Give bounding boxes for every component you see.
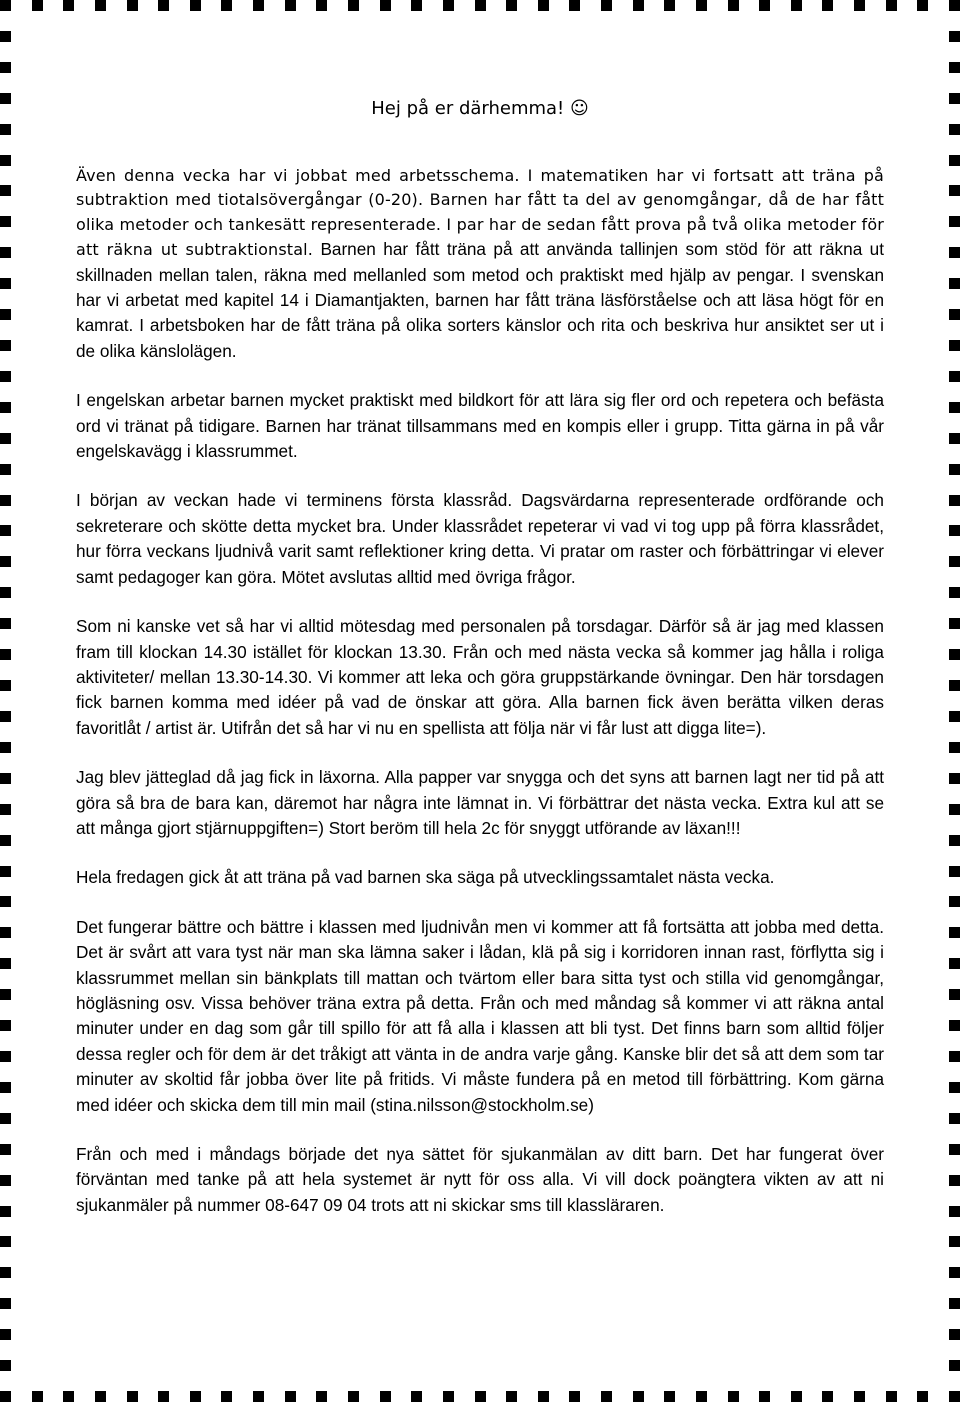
border-square	[380, 1391, 391, 1402]
border-square	[285, 1391, 296, 1402]
border-square	[0, 649, 11, 660]
paragraph-text: Det fungerar bättre och bättre i klassen med ljudnivån men vi kommer att få fortsätta att jobba med detta. Det är svårt att vara tyst när man ska lämna saker i lådan, klä på sig i korridoren innan rast, förflytta sig i klassrummet mellan sin bänkplats till mattan och tvärtom eller bara sitta tyst och stilla vid genomgångar, högläsning osv. Vissa behöver träna extra på detta. Från och med måndag så kommer vi att räkna antal minuter under en dag som går till spillo för att få alla i klassen att bli tyst. Det finns barn som alltid följer dessa regler och för dem är det tråkigt att vänta in de andra varje gång. Kanske blir det så att dem som tar minuter av skoltid får jobba över lite på fritids. Vi måste fundera på en metod till förbättring. Kom gärna med idéer och skicka dem till min mail (stina.nilsson@stockholm.se)	[76, 916, 884, 1115]
border-square	[0, 896, 11, 907]
border-square	[0, 1329, 11, 1340]
border-square	[949, 93, 960, 104]
border-square	[506, 1391, 517, 1402]
border-square	[0, 1391, 11, 1402]
border-square	[917, 1391, 928, 1402]
border-square	[949, 216, 960, 227]
border-square	[917, 0, 928, 11]
border-square	[0, 618, 11, 629]
border-square	[0, 835, 11, 846]
paragraph-class-council	[76, 488, 884, 590]
border-square	[63, 1391, 74, 1402]
paragraph-english	[76, 388, 884, 464]
border-square	[601, 1391, 612, 1402]
border-square	[822, 0, 833, 11]
border-square	[791, 0, 802, 11]
border-square	[253, 1391, 264, 1402]
border-square	[633, 1391, 644, 1402]
border-square	[0, 711, 11, 722]
border-square	[0, 866, 11, 877]
border-square	[949, 1020, 960, 1031]
paragraph-math-swedish	[76, 164, 884, 364]
border-square	[0, 402, 11, 413]
border-square	[949, 525, 960, 536]
border-square	[949, 371, 960, 382]
border-square	[0, 0, 11, 11]
border-square	[190, 1391, 201, 1402]
border-square	[0, 680, 11, 691]
border-square	[949, 958, 960, 969]
border-square	[0, 1175, 11, 1186]
border-square	[348, 1391, 359, 1402]
border-square	[949, 247, 960, 258]
border-square	[0, 371, 11, 382]
border-square	[158, 0, 169, 11]
paragraph-text: Från och med i måndags började det nya sättet för sjukanmälan av ditt barn. Det har fungerat över förväntan med tanke på att hela systemet är nytt för oss alla. Vi vill dock poängtera vikten av att ni sjukanmäler på nummer 08-647 09 04 trots att ni skickar sms till klassläraren.	[76, 1144, 884, 1215]
border-square	[0, 587, 11, 598]
border-square	[759, 0, 770, 11]
border-square	[411, 1391, 422, 1402]
border-square	[949, 1236, 960, 1247]
border-square	[443, 1391, 454, 1402]
border-square	[949, 464, 960, 475]
border-square	[949, 1267, 960, 1278]
paragraph-noise	[76, 915, 884, 1118]
greeting-heading: Hej på er därhemma! ☺	[371, 98, 589, 119]
border-square	[949, 556, 960, 567]
border-square	[221, 0, 232, 11]
border-square	[0, 433, 11, 444]
border-square	[949, 62, 960, 73]
paragraph-text: Hela fredagen gick åt att träna på vad barnen ska säga på utvecklingssamtalet nästa vecka.	[76, 867, 775, 888]
border-square	[0, 464, 11, 475]
border-square	[0, 773, 11, 784]
border-square	[569, 1391, 580, 1402]
border-square	[380, 0, 391, 11]
border-square	[949, 896, 960, 907]
paragraph-text: Jag blev jätteglad då jag fick in läxorna. Alla papper var snygga och det syns att barnen lagt ner tid på att göra så bra de bara kan, däremot har några inte lämnat in. Vi förbättrar det nästa vecka. Extra kul att se att många gjort stjärnuppgiften=) Stort beröm till hela 2c för snyggt utförande av läxan!!!	[76, 767, 884, 838]
border-square	[949, 742, 960, 753]
border-square	[949, 1175, 960, 1186]
border-square	[854, 0, 865, 11]
border-square	[601, 0, 612, 11]
border-square	[949, 618, 960, 629]
border-square	[949, 587, 960, 598]
border-square	[158, 1391, 169, 1402]
letter-body	[76, 97, 884, 1242]
border-square	[0, 1267, 11, 1278]
border-square	[32, 1391, 43, 1402]
border-square	[949, 1113, 960, 1124]
border-square	[854, 1391, 865, 1402]
border-square	[949, 309, 960, 320]
border-square	[633, 0, 644, 11]
paragraph-list	[76, 164, 884, 1218]
border-square	[0, 1082, 11, 1093]
border-square	[0, 1236, 11, 1247]
border-square	[949, 1144, 960, 1155]
border-square	[949, 989, 960, 1000]
border-square	[0, 1360, 11, 1371]
border-square	[949, 31, 960, 42]
border-square	[886, 0, 897, 11]
border-square	[949, 1051, 960, 1062]
border-square	[0, 495, 11, 506]
paragraph-text: Som ni kanske vet så har vi alltid mötesdag med personalen på torsdagar. Därför så är jag med klassen fram till klockan 14.30 istället för klockan 13.30. Från och med nästa vecka så kommer jag hålla i roliga aktiviteter/ mellan 13.30-14.30. Vi kommer att leka och göra gruppstärkande övningar. Den här torsdagen fick barnen komma med idéer på vad de önskar att göra. Alla barnen fick även berätta vilken deras favoritlåt / artist är. Utifrån det så har vi nu en spellista att följa när vi får lust att digga lite=).	[76, 616, 884, 738]
border-square	[728, 0, 739, 11]
border-square	[949, 1391, 960, 1402]
border-square	[822, 1391, 833, 1402]
border-square	[949, 278, 960, 289]
paragraph-sick-leave	[76, 1142, 884, 1218]
border-square	[221, 1391, 232, 1402]
border-square	[696, 0, 707, 11]
paragraph-friday	[76, 865, 884, 890]
paragraph-text: I början av veckan hade vi terminens första klassråd. Dagsvärdarna representerade ordförande och sekreterare och skötte detta mycket bra. Under klassrådet repeterar vi vad vi tog upp på förra klassrådet, hur förra veckans ljudnivå varit samt reflektioner kring detta. Vi pratar om raster och förbättringar vi elever samt pedagoger kan göra. Mötet avslutas alltid med övriga frågor.	[76, 490, 884, 587]
border-square	[506, 0, 517, 11]
paragraph-text: I engelskan arbetar barnen mycket praktiskt med bildkort för att lära sig fler ord och repetera och befästa ord vi tränat på tidigare. Barnen har tränat tillsammans med en kompis eller i grupp. Titta gärna in på vår engelskavägg i klassrummet.	[76, 390, 884, 462]
border-square	[664, 1391, 675, 1402]
paragraph-homework	[76, 765, 884, 841]
border-square	[0, 31, 11, 42]
border-square	[63, 0, 74, 11]
border-square	[949, 773, 960, 784]
border-square	[285, 0, 296, 11]
border-square	[949, 649, 960, 660]
border-square	[949, 1298, 960, 1309]
border-square	[0, 340, 11, 351]
border-square	[0, 93, 11, 104]
border-square	[949, 711, 960, 722]
border-square	[348, 0, 359, 11]
paragraph-thursday	[76, 614, 884, 741]
border-square	[949, 495, 960, 506]
border-square	[0, 927, 11, 938]
border-square	[0, 556, 11, 567]
border-square	[949, 866, 960, 877]
border-square	[949, 680, 960, 691]
border-square	[0, 1020, 11, 1031]
border-square	[0, 124, 11, 135]
border-square	[0, 1206, 11, 1217]
border-square	[949, 1082, 960, 1093]
border-square	[475, 1391, 486, 1402]
border-square	[949, 433, 960, 444]
border-square	[0, 958, 11, 969]
border-square	[190, 0, 201, 11]
border-square	[0, 278, 11, 289]
border-square	[475, 0, 486, 11]
border-square	[949, 1360, 960, 1371]
border-square	[127, 1391, 138, 1402]
border-square	[759, 1391, 770, 1402]
border-square	[0, 62, 11, 73]
border-square	[949, 1329, 960, 1340]
border-square	[886, 1391, 897, 1402]
border-square	[949, 927, 960, 938]
border-square	[569, 0, 580, 11]
border-square	[538, 1391, 549, 1402]
border-square	[411, 0, 422, 11]
border-square	[949, 402, 960, 413]
border-square	[538, 0, 549, 11]
border-square	[949, 340, 960, 351]
border-square	[0, 1113, 11, 1124]
paragraph-text: Barnen har fått träna på att använda tallinjen som stöd för att räkna ut skillnaden mellan talen, räkna med mellanled som metod och praktiskt med hjälp av pengar. I svenskan har vi arbetat med kapitel 14 i Diamantjakten, barnen har fått träna läsförståelse och att läsa högt för en kamrat. I arbetsboken har de fått träna på olika sorters känslor och rita och beskriva hur ansiktet ser ut i de olika känslolägen.	[76, 239, 884, 361]
border-square	[0, 185, 11, 196]
border-square	[316, 1391, 327, 1402]
border-square	[0, 804, 11, 815]
border-square	[32, 0, 43, 11]
border-square	[127, 0, 138, 11]
border-square	[664, 0, 675, 11]
border-square	[949, 155, 960, 166]
border-square	[0, 989, 11, 1000]
border-square	[0, 309, 11, 320]
border-square	[949, 185, 960, 196]
paragraph-text: Även denna vecka har vi jobbat med arbetsschema. I matematiken har vi fortsatt att träna på subtraktion med tiotalsövergångar (0-20). Barnen har fått ta del av genomgångar, då de har fått olika metoder och tankesätt representerade. I par har de sedan fått prova på två olika metoder för att räkna ut subtraktionstal.	[76, 166, 884, 260]
border-square	[0, 1144, 11, 1155]
border-square	[696, 1391, 707, 1402]
border-square	[949, 1206, 960, 1217]
border-square	[95, 1391, 106, 1402]
border-square	[0, 742, 11, 753]
border-square	[791, 1391, 802, 1402]
border-square	[443, 0, 454, 11]
border-square	[0, 1298, 11, 1309]
border-square	[0, 155, 11, 166]
border-square	[316, 0, 327, 11]
border-square	[0, 1051, 11, 1062]
border-square	[728, 1391, 739, 1402]
border-square	[0, 525, 11, 536]
border-square	[0, 247, 11, 258]
border-square	[949, 0, 960, 11]
border-square	[949, 835, 960, 846]
border-square	[253, 0, 264, 11]
border-square	[0, 216, 11, 227]
border-square	[95, 0, 106, 11]
border-square	[949, 124, 960, 135]
border-square	[949, 804, 960, 815]
